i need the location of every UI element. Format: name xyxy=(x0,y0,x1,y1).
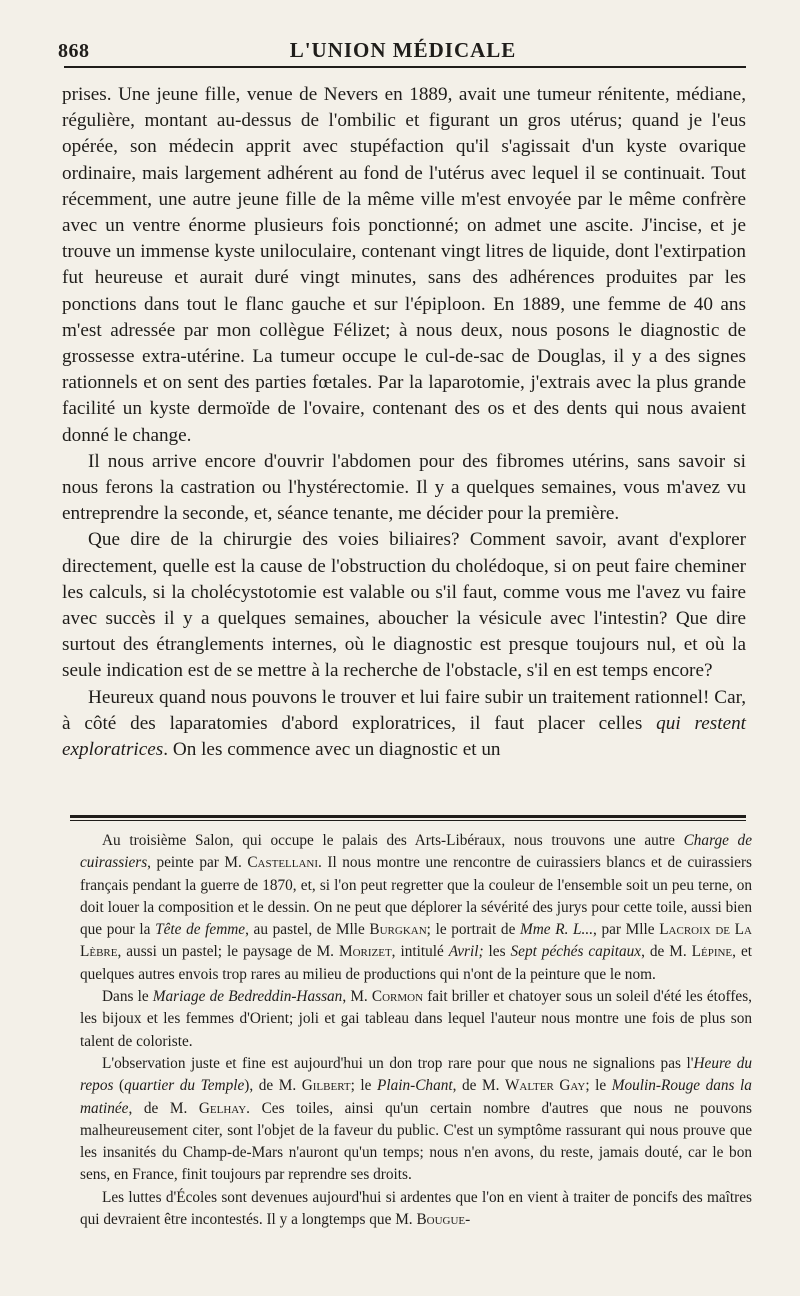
main-text xyxy=(62,82,746,763)
text-run: L'observation juste et fine est aujourd'hui un don trop rare pour que nous ne signalions pas l' xyxy=(102,1054,694,1072)
text-run: ; le xyxy=(585,1077,612,1095)
artwork-title: Mariage de Bedreddin-Hassan xyxy=(152,988,343,1006)
feuilleton-separator xyxy=(70,815,746,821)
artist-name: Gelhay xyxy=(198,1099,247,1117)
artist-name: Castellani xyxy=(247,854,319,872)
text-run: . Il nous montre une rencontre de cuirassiers blancs et de cuirassiers français pendant la guerre de 1870, et, si l'on peut regretter que la couleur de l'ensemble soit un peu terne, on doit louer la composition et le dessin. On ne peut que déplorer la sévérité des jurys pour cette toile, aussi bien que pour la xyxy=(80,854,752,939)
text-run: , de M. xyxy=(641,943,692,961)
text-run: fait briller et chatoyer sous un soleil d'été les étoffes, les bijoux et les femmes d'Orient; joli et gai tableau dans lequel l'auteur nous montre une fois de plus son talent de coloriste. xyxy=(80,988,752,1050)
artwork-title: quartier du Temple xyxy=(124,1077,245,1095)
artwork-title: Moulin-Rouge dans la matinée xyxy=(80,1077,752,1117)
feuilleton-paragraph-4 xyxy=(80,1187,752,1232)
paragraph-4-italic: qui restent exploratrices xyxy=(62,712,747,761)
feuilleton-paragraph-3 xyxy=(80,1053,752,1187)
text-run: , M. xyxy=(342,988,372,1006)
artwork-title: Mme R. L... xyxy=(520,921,594,939)
feuilleton-paragraph-2 xyxy=(80,986,752,1053)
artwork-title: Charge de cuirassiers xyxy=(80,832,752,872)
text-run: Au troisième Salon, qui occupe le palais des Arts-Libéraux, nous trouvons une autre xyxy=(102,832,684,849)
paragraph-1: prises. Une jeune fille, venue de Nevers en 1889, avait une tumeur rénitente, médiane, régulière, montant au-dessus de l'ombilic et figurant un gros utérus; quand je l'eus opérée, son médecin apprit avec stupéfaction qu'il s'agissait d'un kyste ovarique ordinaire, mais largement adhérent au fond de l'utérus avec lequel il se continuait. Tout récemment, une autre jeune fille de la même ville m'est envoyée par le même confrère avec un ventre énorme plusieurs fois ponctionné; on admet une ascite. J'incise, et je trouve un immense kyste uniloculaire, contenant vingt litres de liquide, dont l'extirpation fut heureuse et aurait duré vingt minutes, sans des adhérences produites par les ponctions dans tout le flanc gauche et sur l'épiploon. En 1889, une femme de 40 ans m'est adressée par mon collègue Félizet; à nous deux, nous posons le diagnostic de grossesse extra-utérine. La tumeur occupe le cul-de-sac de Douglas, il y a des signes rationnels et on sent des parties fœtales. Par la laparotomie, j'extrais avec la plus grande facilité un kyste dermoïde de l'ovaire, contenant des os et des dents qui nous avaient donné le change. xyxy=(62,84,746,446)
artist-name: Lépine xyxy=(691,943,733,961)
text-run: Dans le xyxy=(102,988,153,1006)
paragraph-4-end: . On les commence avec un diagnostic et un xyxy=(163,739,501,761)
page-number: 868 xyxy=(58,40,90,62)
running-title: L'UNION MÉDICALE xyxy=(289,38,517,62)
artwork-title: Sept péchés capitaux xyxy=(510,943,642,961)
feuilleton-paragraph-1 xyxy=(80,830,752,986)
artist-name: Bougue- xyxy=(416,1211,471,1229)
text-run: , de M. xyxy=(452,1077,505,1095)
paragraph-4 xyxy=(62,685,746,764)
paragraph-4-start: Heureux quand nous pouvons le trouver et lui faire subir un traitement rationnel! Car, à côté des laparatomies d'abord exploratrices, il faut placer celles xyxy=(62,686,746,734)
artist-name: Lacroix de La Lèbre xyxy=(80,921,752,961)
page-header xyxy=(58,36,748,68)
paragraph-3: Que dire de la chirurgie des voies biliaires? Comment savoir, avant d'explorer directement, quelle est la cause de l'obstruction du cholédoque, si on peut faire cheminer les calculs, si la cholécystotomie est valable ou s'il faut, comme vous me l'avez vu faire avec succès il y a quelques semaines, aboucher la vésicule avec l'intestin? Que dire surtout des étranglements internes, où le diagnostic est presque toujours nul, et où la seule indication est de se mettre à la recherche de l'obstacle, s'il en est temps encore? xyxy=(62,529,746,682)
header-rule xyxy=(64,66,746,68)
artist-name: Burgkan xyxy=(369,921,427,939)
text-run: ; le portrait de xyxy=(426,921,520,939)
separator-thin-rule xyxy=(70,820,746,821)
artist-name: Walter Gay xyxy=(504,1077,586,1095)
artwork-title: Plain-Chant xyxy=(376,1077,453,1095)
text-run: , peinte par M. xyxy=(147,854,248,872)
artwork-title: Tête de femme xyxy=(155,921,246,939)
text-run: , et quelques autres envois trop rares au milieu de productions qui n'ont de la peinture que le nom. xyxy=(80,943,752,983)
text-run: ; le xyxy=(350,1077,377,1095)
artwork-title: Avril; xyxy=(448,943,484,961)
text-run: , de M. xyxy=(128,1099,199,1117)
text-run: les xyxy=(483,943,511,961)
artist-name: Gilbert xyxy=(301,1077,351,1095)
text-run: Les luttes d'Écoles sont devenues aujourd'hui si ardentes que l'on en vient à traiter de poncifs des maîtres qui devraient être incontestés. Il y a longtemps que M. xyxy=(80,1188,752,1229)
artist-name: Cormon xyxy=(371,988,424,1006)
text-run: ( xyxy=(113,1077,125,1095)
feuilleton xyxy=(80,830,752,1231)
separator-thick-rule xyxy=(70,815,746,818)
text-run: , au pastel, de Mlle xyxy=(245,921,370,939)
artwork-title: Heure du repos xyxy=(80,1054,752,1095)
text-run: , aussi un pastel; le paysage de M. xyxy=(117,943,339,961)
text-run: , intitulé xyxy=(391,943,449,961)
text-run: , par Mlle xyxy=(593,921,660,939)
text-run: . Ces toiles, ainsi qu'un certain nombre d'autres que nous ne pouvons malheureusement citer, sont l'objet de la faveur du public. C'est un symptôme rassurant qui nous prouve que les insanités du Champ-de-Mars n'auront qu'un temps; nous n'en avons, du reste, jamais douté, car le bon sens, en France, finit toujours par reprendre ses droits. xyxy=(80,1099,752,1184)
artist-name: Morizet xyxy=(338,943,392,961)
text-run: ), de M. xyxy=(244,1077,302,1095)
paragraph-2: Il nous arrive encore d'ouvrir l'abdomen pour des fibromes utérins, sans savoir si nous ferons la castration ou l'hystérectomie. Il y a quelques semaines, vous m'avez vu entreprendre la seconde, et, séance tenante, me décider pour la première. xyxy=(62,450,746,525)
